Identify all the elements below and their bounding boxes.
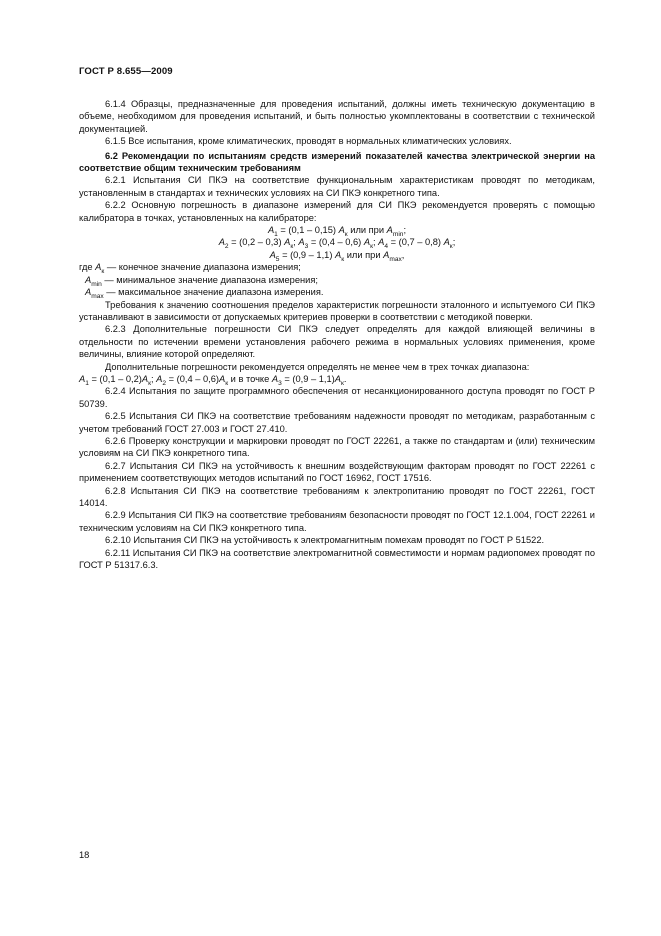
formula-line-3: $A_5 = (0,9 - 1,1)$ $A_к$ или при $A_{max}$, [269,249,405,263]
definition-ak: где $A_к$ — конечное значение диапазона измерения; [79,262,301,276]
para-6-2-2: 6.2.2 Основную погрешность в диапазоне измерений для СИ ПКЭ рекомендуется проверять с помощью калибратора в точках, установленных на калибраторе: [79,200,595,223]
para-6-2-10: 6.2.10 Испытания СИ ПКЭ на устойчивость к электромагнитным помехам проводят по ГОСТ Р 51522. [105,535,545,546]
definition-amin: $A_{min}$ — минимальное значение диапазона измерения; [85,274,318,288]
document-body [79,98,595,571]
page-number: 18 [79,850,90,860]
para-6-2-1: 6.2.1 Испытания СИ ПКЭ на соответствие функциональным характеристикам проводят по методикам, установленным в стандартах и технических условиях на СИ ПКЭ конкретного типа. [79,175,595,198]
para-6-2-4: 6.2.4 Испытания по защите программного обеспечения от несанкционированного доступа проводят по ГОСТ Р 50739. [79,386,595,409]
para-6-2-9: 6.2.9 Испытания СИ ПКЭ на соответствие требованиям безопасности проводят по ГОСТ 12.1.004, ГОСТ 22261 и техническим условиям на СИ ПКЭ конкретного типа. [79,510,595,533]
para-6-2-6: 6.2.6 Проверку конструкции и маркировки проводят по ГОСТ 22261, а также по стандартам и (или) техническим условиям на СИ ПКЭ конкретного типа. [79,435,595,459]
para-6-2-7: 6.2.7 Испытания СИ ПКЭ на устойчивость к внешним воздействующим факторам проводят по ГОСТ 22261 с применением соответствующих методов испытаний по ГОСТ 16962, ГОСТ 17516. [79,460,595,484]
para-6-1-5: 6.1.5 Все испытания, кроме климатических, проводят в нормальных климатических условиях. [105,136,512,147]
para-6-2-3: 6.2.3 Дополнительные погрешности СИ ПКЭ следует определять для каждой влияющей величины в отдельности по истечении времени установления рабочего режима в нормальных условиях применения, кроме величины, влияние которой определяют. [79,324,595,360]
para-6-2-5: 6.2.5 Испытания СИ ПКЭ на соответствие требованиям надежности проводят по методикам, разработанным с учетом требований ГОСТ 27.003 и ГОСТ 27.410. [79,411,595,434]
para-6-2-8: 6.2.8 Испытания СИ ПКЭ на соответствие требованиям к электропитанию проводят по ГОСТ 22261, ГОСТ 14014. [79,485,595,508]
para-additional-errors: Дополнительные погрешности рекомендуется определять не менее чем в трех точках диапазона: [105,361,530,372]
section-heading-6-2: 6.2 Рекомендации по испытаниям средств измерений показателей качества электрической энергии на соответствие общим техническим требованиям [79,150,595,174]
para-6-1-4: 6.1.4 Образцы, предназначенные для проведения испытаний, должны иметь техническую документацию в объеме, необходимом для проведения испытаний, и быть полностью укомплектованы в соответствии с технической документацией. [79,99,595,134]
formula-line-1: $A_1 = (0,1 - 0,15)$ $A_к$ или при $A_{min}$; [267,225,407,238]
para-requirements: Требования к значению соотношения пределов характеристик погрешности эталонного и испытуемого СИ ПКЭ устанавливают в зависимости от допускаемых критериев проверки в соответствии с методикой поверки. [79,299,595,322]
definition-amax: $A_{max}$ — максимальное значение диапазона измерения. [85,287,324,300]
additional-points-formula: $A_1 = (0,1 - 0,2)A_к$; $A_2 = (0,4 - 0,6)A_к$ и в точке $A_3 = (0,9 - 1,1)A_к$. [79,373,347,387]
para-6-2-11: 6.2.11 Испытания СИ ПКЭ на соответствие электромагнитной совместимости и нормам радиопомех проводят по ГОСТ Р 51317.6.3. [79,547,595,571]
document-header: ГОСТ Р 8.655—2009 [79,66,173,77]
formula-line-2: $A_2 = (0,2 - 0,3)$ $A_к$; $A_3 = (0,4 - 0,6)$ $A_к$; $A_4 = (0,7 - 0,8)$ $A_к$; [218,237,456,251]
